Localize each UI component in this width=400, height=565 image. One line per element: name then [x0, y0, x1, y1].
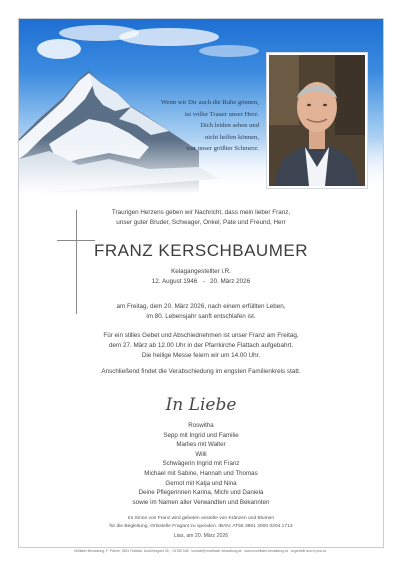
mourner-entry: Deine Pflegerinnen Karina, Michi und Daniela [138, 489, 264, 497]
mourner-entry: Roswitha [188, 422, 214, 429]
funeral-home-imprint: Mölltaler Bestattung, F. Pichler, 9831 Flattach, Außerfragant 26, · 04785 548 · kontakt@moelltaler-bestattung.at · www.moelltaler-bestattung.at · zugestellt durch post.at [74, 549, 326, 553]
life-dates [19, 278, 383, 285]
burial-paragraph: Anschließend findet die Verabschiedung im engsten Familienkreis statt. [101, 368, 301, 375]
poem-line: war unser größter Schmerz. [186, 145, 259, 153]
poem-line: Wenn wir Dir auch die Ruhe gönnen, [160, 99, 259, 106]
paragraph-line: im 80. Lebensjahr sanft entschlafen ist. [146, 313, 256, 320]
mourner-entry: Sepp mit Ingrid und Familie [163, 431, 239, 439]
mountain-header-image [19, 19, 383, 194]
birth-date: 12. August 1946 [151, 278, 198, 285]
paragraph-line: Für ein stilles Gebet und Abschiednehmen ist unser Franz am Freitag, [103, 332, 299, 339]
mourners-list [19, 421, 383, 507]
mourner-entry: sowie im Namen aller Verwandten und Bekannten [132, 498, 270, 506]
ceremony-paragraph [19, 331, 383, 361]
mourner-entry: Willi [195, 450, 207, 458]
donation-note [19, 515, 383, 531]
intro-line: Traurigen Herzens geben wir Nachricht, dass mein lieber Franz, [111, 209, 291, 216]
portrait-image [269, 55, 365, 186]
intro-line: unser guter Bruder, Schwager, Onkel, Pate und Freund, Herr [116, 219, 286, 226]
announcement-intro [19, 208, 383, 228]
occupation: Kelagangestellter i.R. [171, 268, 231, 275]
mourner-entry: Marlies mit Walter [176, 441, 226, 449]
parte-card [18, 18, 384, 548]
in-love-heading: In Liebe [165, 395, 237, 415]
mourner-entry: Schwägerin Ingrid mit Franz [162, 460, 240, 468]
poem-line: Dich leiden sehen und [200, 122, 259, 130]
death-paragraph [19, 302, 383, 322]
footnote-line: Im Sinne von Franz wird gebeten anstelle von Kränzen und Blumen [127, 516, 275, 521]
deceased-name: FRANZ KERSCHBAUMER [94, 241, 308, 260]
mourner-entry: Gernot mit Katja und Nina [165, 479, 237, 487]
place-and-date: Lias, am 20. März 2026 [173, 533, 229, 539]
portrait-photo [267, 53, 367, 188]
paragraph-line: dem 27. März ab 12.00 Uhr in der Pfarrkirche Flattach aufgebahrt. [108, 342, 294, 349]
date-separator: - [202, 278, 205, 285]
poem-line: nicht helfen können, [204, 133, 259, 141]
paragraph-line: am Freitag, dem 20. März 2026, nach einem erfüllten Leben, [116, 303, 286, 310]
poem [109, 97, 259, 155]
footnote-line: für die Begleitung, Ortsstelle Fragant zu spenden. IBAN: AT55 3961 2000 0204 1713 [109, 524, 293, 529]
paragraph-line: Die heilige Messe feiern wir um 14.00 Uhr. [141, 352, 261, 359]
poem-line: ist voller Trauer unser Herz. [184, 110, 259, 118]
death-date: 20. März 2026 [209, 278, 251, 285]
mourner-entry: Michael mit Sabine, Hannah und Thomas [144, 469, 258, 477]
